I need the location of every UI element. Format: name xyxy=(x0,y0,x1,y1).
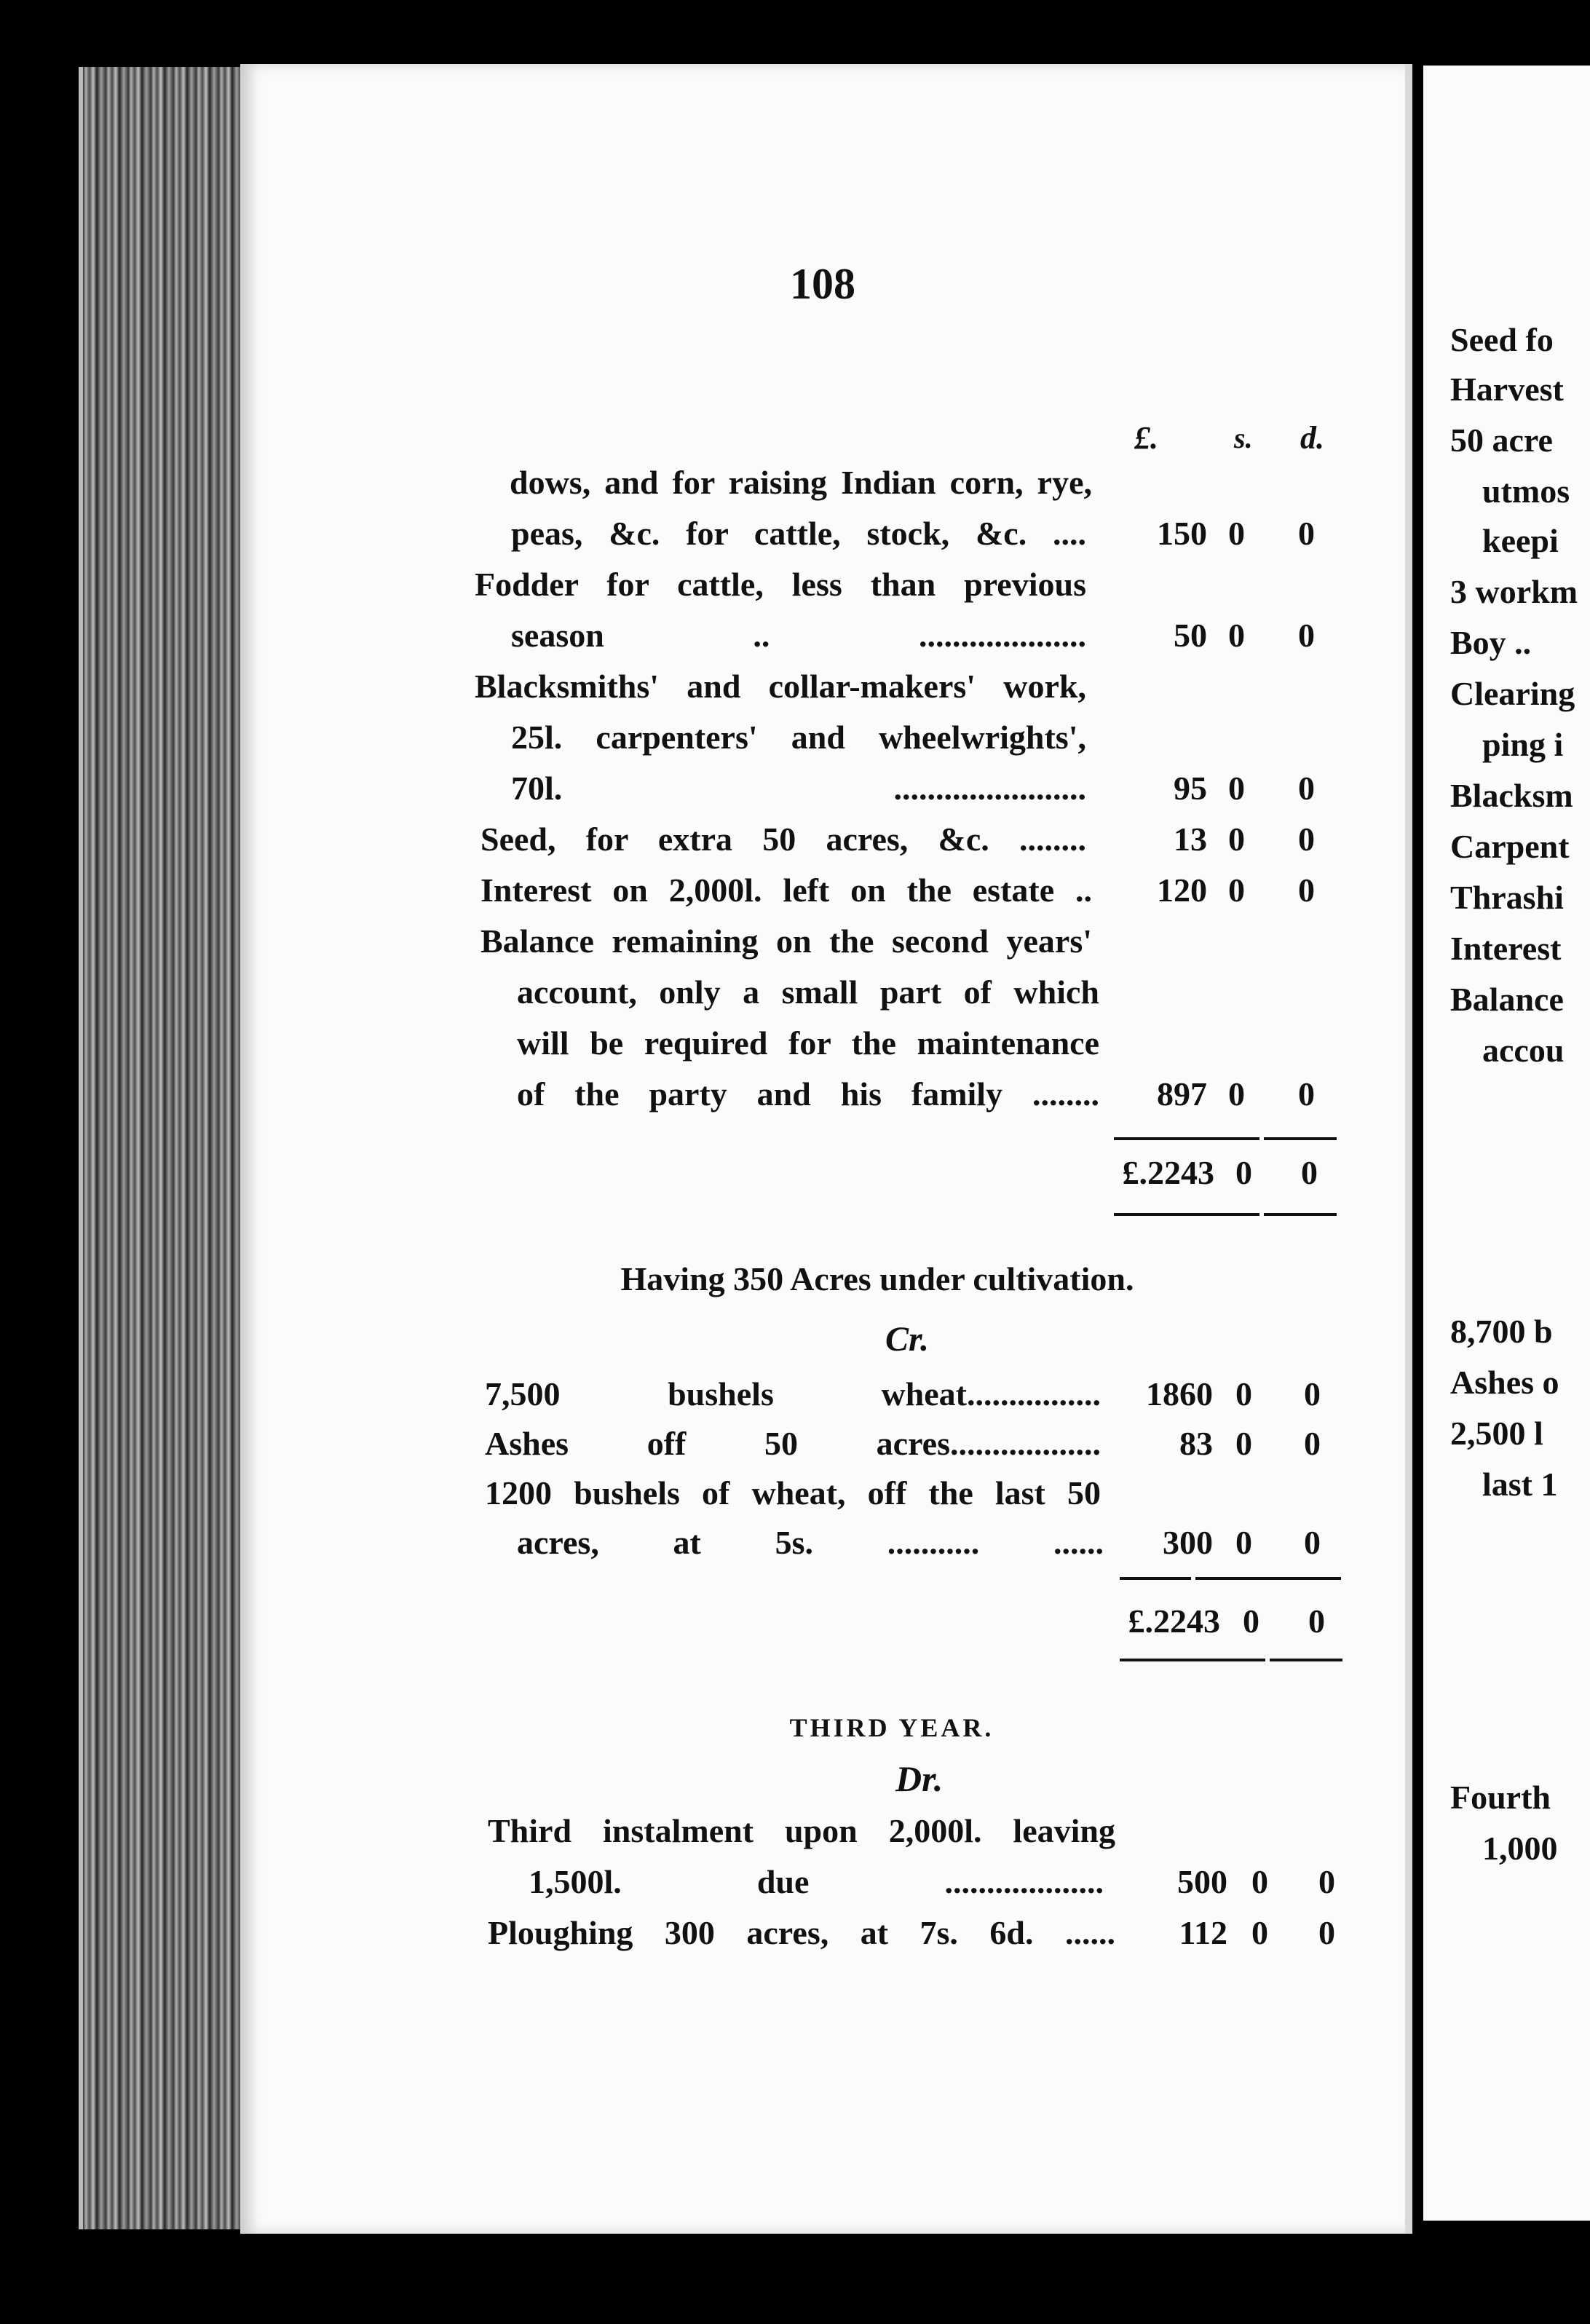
right-page-text: Balance xyxy=(1450,981,1564,1018)
sum-rule-2-pence xyxy=(1195,1577,1341,1580)
entry-text: 1,500l. due ................... xyxy=(529,1863,1104,1900)
entry-text: will be required for the maintenance xyxy=(517,1024,1099,1062)
book-binding-edge xyxy=(79,67,265,2229)
entry-shillings: 0 xyxy=(1235,1375,1252,1412)
double-rule-2-pence xyxy=(1270,1659,1342,1661)
right-page-text: Ashes o xyxy=(1450,1364,1559,1401)
sum-rule-pence xyxy=(1264,1137,1337,1140)
entry-pence: 0 xyxy=(1298,872,1315,909)
right-page-text: Clearing xyxy=(1450,675,1575,712)
entry-shillings: 0 xyxy=(1251,1914,1268,1951)
pounds-header: £. xyxy=(1134,420,1158,456)
right-page-text: 1,000 xyxy=(1482,1830,1558,1867)
right-page-text: utmos xyxy=(1482,473,1570,510)
entry-text: 7,500 bushels wheat................ xyxy=(485,1375,1101,1412)
entry-pounds: 120 xyxy=(1157,872,1207,909)
dr-label: Dr. xyxy=(895,1758,944,1799)
entry-pounds: 112 xyxy=(1179,1914,1227,1951)
entry-shillings: 0 xyxy=(1228,821,1245,858)
right-page-text: accou xyxy=(1482,1032,1565,1069)
entry-pounds: 95 xyxy=(1174,770,1207,807)
double-rule-pounds xyxy=(1114,1213,1259,1216)
entry-text: Blacksmiths' and collar-makers' work, xyxy=(475,668,1086,705)
shillings-header: s. xyxy=(1234,422,1253,454)
entry-text: Ashes off 50 acres.................. xyxy=(485,1425,1101,1462)
entry-pounds: 1860 xyxy=(1146,1375,1213,1412)
entry-shillings: 0 xyxy=(1235,1524,1252,1561)
third-year-heading: THIRD YEAR. xyxy=(789,1713,994,1742)
right-page-text: Blacksm xyxy=(1450,777,1573,814)
entry-text: acres, at 5s. ........... ...... xyxy=(517,1524,1104,1561)
right-page-text: Harvest xyxy=(1450,371,1564,408)
double-rule-pence xyxy=(1264,1213,1337,1216)
entry-pence: 0 xyxy=(1298,1075,1315,1112)
page-number: 108 xyxy=(790,260,855,308)
entry-shillings: 0 xyxy=(1228,515,1245,552)
entry-pence: 0 xyxy=(1304,1375,1321,1412)
entry-shillings: 0 xyxy=(1228,872,1245,909)
right-page-text: Interest xyxy=(1450,930,1562,967)
entry-pence: 0 xyxy=(1318,1863,1335,1900)
total-2-shillings: 0 xyxy=(1243,1602,1259,1640)
right-page-text: Thrashi xyxy=(1450,879,1564,916)
entry-pence: 0 xyxy=(1304,1425,1321,1462)
entry-text: 25l. carpenters' and wheelwrights', xyxy=(511,719,1086,756)
entry-pounds: 897 xyxy=(1157,1075,1207,1112)
entry-pence: 0 xyxy=(1318,1914,1335,1951)
entry-text: account, only a small part of which xyxy=(517,973,1099,1011)
entry-shillings: 0 xyxy=(1251,1863,1268,1900)
entry-pounds: 83 xyxy=(1179,1425,1213,1462)
entry-text: dows, and for raising Indian corn, rye, xyxy=(510,464,1092,501)
entry-pence: 0 xyxy=(1298,617,1315,654)
entry-pence: 0 xyxy=(1298,770,1315,807)
sum-rule-pounds xyxy=(1114,1137,1259,1140)
entry-shillings: 0 xyxy=(1228,1075,1245,1112)
entry-pounds: 150 xyxy=(1157,515,1207,552)
right-page-text: 8,700 b xyxy=(1450,1313,1553,1350)
entry-text: Interest on 2,000l. left on the estate .. xyxy=(480,872,1092,909)
total-2-pounds: £.2243 xyxy=(1128,1602,1220,1640)
right-page-text: 2,500 l xyxy=(1450,1415,1543,1452)
left-page xyxy=(240,64,1412,2234)
entry-pence: 0 xyxy=(1298,515,1315,552)
entry-text: of the party and his family ........ xyxy=(517,1075,1099,1112)
right-page-text: Carpent xyxy=(1450,828,1570,865)
total-pounds: £.2243 xyxy=(1122,1154,1214,1191)
entry-text: Fodder for cattle, less than previous xyxy=(475,566,1086,603)
right-page-text: keepi xyxy=(1482,522,1559,559)
entry-text: Seed, for extra 50 acres, &c. ........ xyxy=(480,821,1086,858)
cr-label: Cr. xyxy=(885,1320,930,1359)
double-rule-2-pounds xyxy=(1120,1659,1265,1661)
total-shillings: 0 xyxy=(1235,1154,1252,1191)
entry-pounds: 50 xyxy=(1174,617,1207,654)
right-page-text: 3 workm xyxy=(1450,573,1578,610)
right-page-edge xyxy=(1423,66,1590,2221)
entry-pence: 0 xyxy=(1304,1524,1321,1561)
entry-text: Balance remaining on the second years' xyxy=(480,922,1092,960)
total-pence: 0 xyxy=(1301,1154,1318,1191)
right-page-text: ping i xyxy=(1482,726,1564,763)
entry-text: Third instalment upon 2,000l. leaving xyxy=(488,1812,1115,1849)
entry-shillings: 0 xyxy=(1228,770,1245,807)
total-2-pence: 0 xyxy=(1308,1602,1325,1640)
entry-text: season .. .................... xyxy=(511,617,1086,654)
right-page-text: last 1 xyxy=(1482,1466,1558,1503)
entry-pence: 0 xyxy=(1298,821,1315,858)
right-page-text: Fourth xyxy=(1450,1779,1551,1816)
sum-rule-2-pounds xyxy=(1120,1577,1191,1580)
entry-pounds: 500 xyxy=(1177,1863,1227,1900)
entry-text: 1200 bushels of wheat, off the last 50 xyxy=(485,1474,1101,1511)
entry-text: 70l. ....................... xyxy=(511,770,1086,807)
entry-shillings: 0 xyxy=(1235,1425,1252,1462)
entry-text: Ploughing 300 acres, at 7s. 6d. ...... xyxy=(488,1914,1115,1951)
pence-header: d. xyxy=(1300,420,1324,456)
right-page-text: 50 acre xyxy=(1450,422,1553,459)
entry-pounds: 300 xyxy=(1163,1524,1213,1561)
section-title: Having 350 Acres under cultivation. xyxy=(620,1260,1134,1297)
entry-text: peas, &c. for cattle, stock, &c. .... xyxy=(511,515,1086,552)
right-page-text: Seed fo xyxy=(1450,321,1554,358)
entry-pounds: 13 xyxy=(1174,821,1207,858)
entry-shillings: 0 xyxy=(1228,617,1245,654)
right-page-text: Boy .. xyxy=(1450,624,1532,661)
